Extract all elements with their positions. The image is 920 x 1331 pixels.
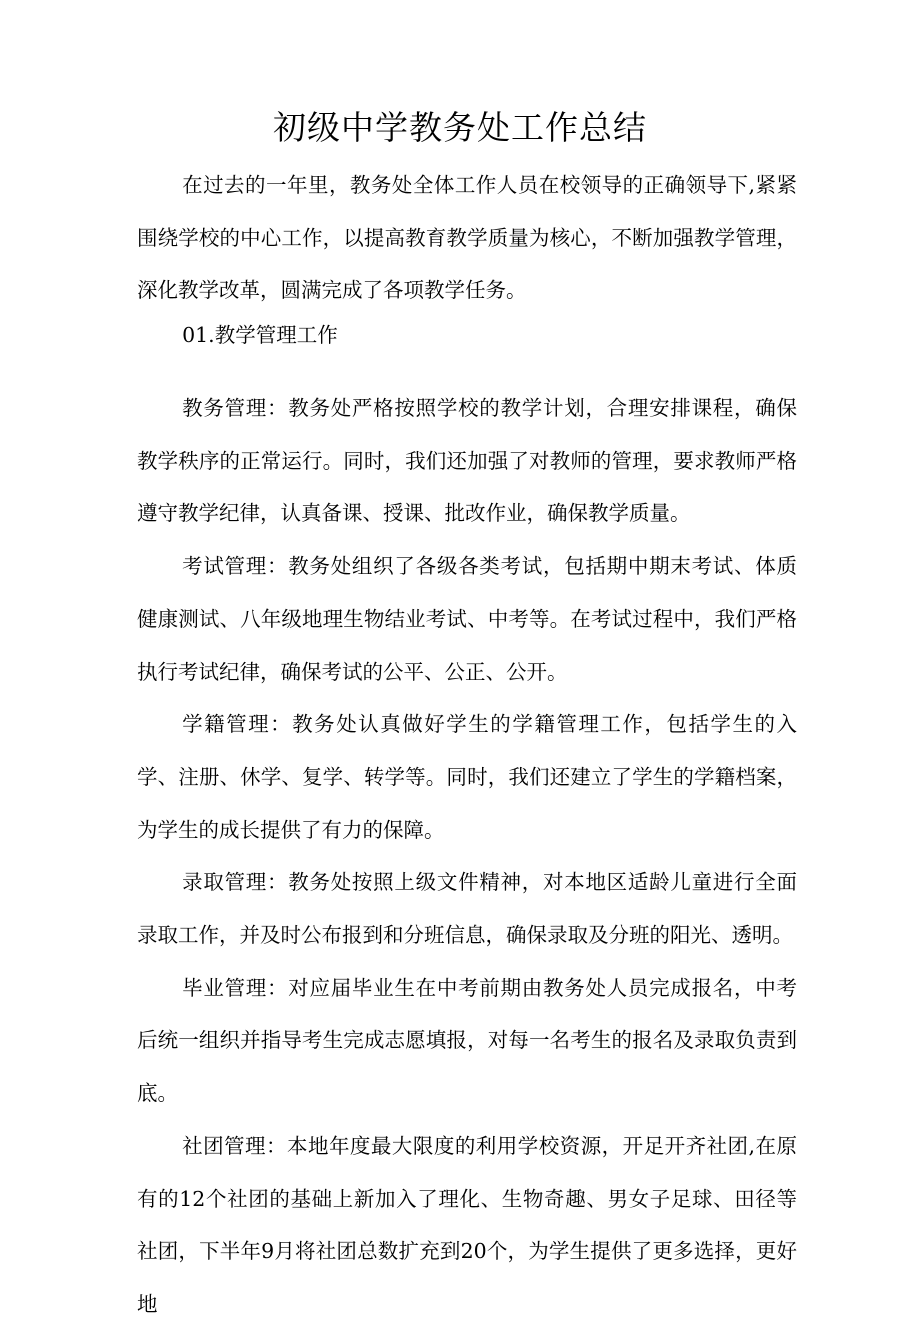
section-heading: 01.教学管理工作 [182, 323, 338, 347]
intro-block [137, 159, 797, 317]
paragraph-academic-affairs: 教务管理：教务处严格按照学校的教学计划，合理安排课程，确保教学秩序的正常运行。同时，我们还加强了对教师的管理，要求教师严格遵守教学纪律，认真备课、授课、批改作业，确保教学质量。 [137, 396, 797, 526]
management-paragraphs [137, 382, 797, 1331]
section-heading-block [137, 309, 797, 362]
intro-paragraph: 在过去的一年里，教务处全体工作人员在校领导的正确领导下,紧紧围绕学校的中心工作，以提高教育教学质量为核心，不断加强教学管理，深化教学改革，圆满完成了各项教学任务。 [137, 173, 797, 303]
document-title: 初级中学教务处工作总结 [273, 108, 647, 147]
paragraph-admissions: 录取管理：教务处按照上级文件精神，对本地区适龄儿童进行全面录取工作，并及时公布报到和分班信息，确保录取及分班的阳光、透明。 [137, 870, 797, 948]
paragraph-graduation: 毕业管理：对应届毕业生在中考前期由教务处人员完成报名，中考后统一组织并指导考生完成志愿填报，对每一名考生的报名及录取负责到底。 [137, 975, 797, 1106]
paragraph-student-status: 学籍管理：教务处认真做好学生的学籍管理工作，包括学生的入学、注册、休学、复学、转学等。同时，我们还建立了学生的学籍档案，为学生的成长提供了有力的保障。 [137, 712, 797, 842]
paragraph-clubs: 社团管理：本地年度最大限度的利用学校资源，开足开齐社团,在原有的12个社团的基础上新加入了理化、生物奇趣、男女子足球、田径等社团，下半年9月将社团总数扩充到20个，为学生提供了更多选择，更好地 [137, 1133, 797, 1316]
paragraph-exam-management: 考试管理：教务处组织了各级各类考试，包括期中期末考试、体质健康测试、八年级地理生物结业考试、中考等。在考试过程中，我们严格执行考试纪律，确保考试的公平、公正、公开。 [137, 554, 797, 684]
